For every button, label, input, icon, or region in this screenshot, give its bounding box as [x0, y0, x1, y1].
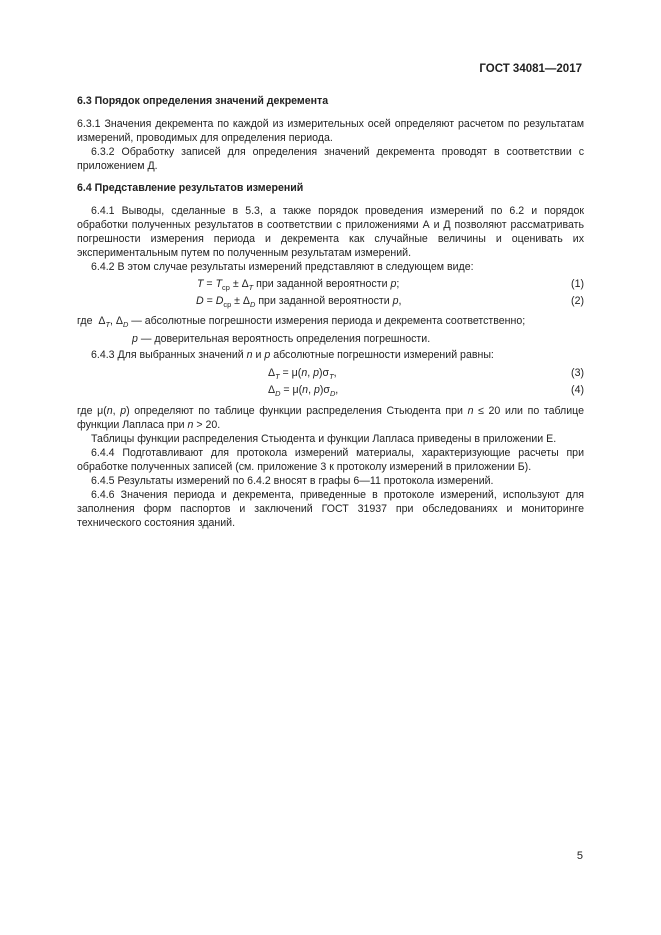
paragraph-6-4-1: 6.4.1 Выводы, сделанные в 5.3, а также порядок проведения измерений по 6.2 и порядок обработки полученных результатов в соответствии с приложениями А и Д позволяют рассматривать погрешности измерения периода и декремента как случайные величины и оценивать их экспериментальным путем по полученным результатам измерений.	[77, 205, 584, 259]
paragraph-6-4-6: 6.4.6 Значения периода и декремента, приведенные в протоколе измерений, используют для заполнения форм паспортов и заключений ГОСТ 31937 при обследованиях и мониторинге технического состояния зданий.	[77, 489, 584, 530]
document-body	[77, 94, 584, 530]
formula-3-expr: $\Delta_T = \mu(n$, $p)\sigma_T$,	[268, 367, 337, 382]
section-6-4-heading: 6.4 Представление результатов измерений	[77, 182, 304, 194]
where-clause-2: где μ(n, p) определяют по таблице функции распределения Стьюдента при n ≤ 20 или по таблице функции Лапласа при n > 20.	[77, 405, 584, 432]
formula-3-number: (3)	[571, 367, 584, 380]
where-clause-1b: p — доверительная вероятность определения погрешности.	[132, 333, 431, 346]
paragraph-6-3-2: 6.3.2 Обработку записей для определения значений декремента проводят в соответствии с приложением Д.	[77, 146, 584, 172]
paragraph-6-4-2: 6.4.2 В этом случае результаты измерений представляют в следующем виде:	[91, 261, 474, 273]
formula-4	[77, 383, 584, 400]
paragraph-6-4-5: 6.4.5 Результаты измерений по 6.4.2 вносят в графы 6—11 протокола измерений.	[91, 475, 494, 488]
formula-1	[77, 277, 584, 294]
formula-4-expr: $\Delta_D = \mu(n$, $p)\sigma_D$,	[268, 384, 339, 399]
paragraph-tables-note: Таблицы функции распределения Стьюдента и функции Лапласа приведены в приложении Е.	[91, 433, 557, 446]
formula-4-number: (4)	[571, 384, 584, 397]
formula-2-expr: $D = D_{ср} \pm \Delta_D$ при заданной вероятности p,	[196, 295, 402, 310]
formula-1-number: (1)	[571, 278, 584, 290]
paragraph-6-4-4: 6.4.4 Подготавливают для протокола измерений материалы, характеризующие расчеты при обработке полученных записей (см. приложение 3 к протоколу измерений в приложении Б).	[77, 447, 584, 474]
page-number: 5	[576, 850, 583, 862]
section-6-3-heading: 6.3 Порядок определения значений декремента	[77, 95, 329, 107]
formula-3	[77, 366, 584, 383]
where-clause-1: где $\Delta_T$, $\Delta_D$ — абсолютные погрешности измерения периода и декремента соответственно;	[77, 315, 526, 330]
document-id: ГОСТ 34081—2017	[479, 63, 582, 75]
paragraph-6-4-3: 6.4.3 Для выбранных значений n и p абсолютные погрешности измерений равны:	[91, 349, 494, 362]
formula-1-expr: $T = T_{ср} \pm \Delta_T$ при заданной вероятности p;	[197, 278, 400, 293]
formula-2	[77, 294, 584, 311]
paragraph-6-3-1: 6.3.1 Значения декремента по каждой из измерительных осей определяют расчетом по результатам измерений, проводимых для определения периода.	[77, 118, 584, 144]
formula-2-number: (2)	[571, 295, 584, 307]
